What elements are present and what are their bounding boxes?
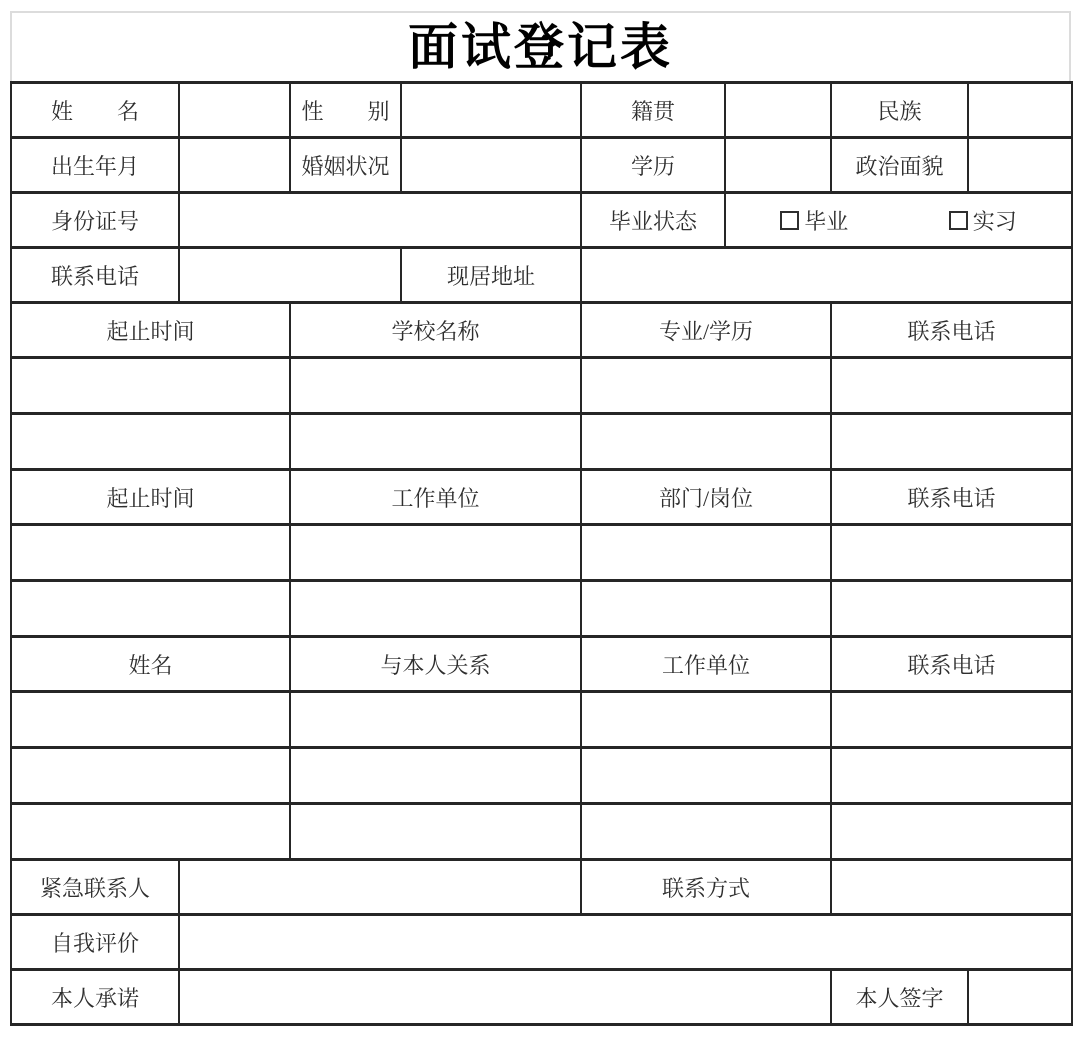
self-evaluation-label: 自我评价 bbox=[11, 915, 179, 970]
edu-major-header: 专业/学历 bbox=[581, 303, 831, 358]
edu-period-cell[interactable] bbox=[11, 358, 290, 414]
phone-label: 联系电话 bbox=[11, 248, 179, 303]
work-phone-cell[interactable] bbox=[831, 581, 1072, 637]
row-phone bbox=[11, 248, 1072, 303]
political-status-input-cell[interactable] bbox=[968, 138, 1072, 193]
edu-phone-cell[interactable] bbox=[831, 358, 1072, 414]
row-commitment bbox=[11, 970, 1072, 1025]
name-input-cell[interactable] bbox=[179, 83, 290, 138]
ethnicity-input-cell[interactable] bbox=[968, 83, 1072, 138]
graduated-checkbox-label: 毕业 bbox=[804, 208, 849, 234]
work-department-cell[interactable] bbox=[581, 581, 831, 637]
family-phone-header: 联系电话 bbox=[831, 637, 1072, 692]
work-entry-row bbox=[11, 525, 1072, 581]
edu-period-header: 起止时间 bbox=[11, 303, 290, 358]
edu-school-cell[interactable] bbox=[290, 358, 581, 414]
interview-form-table bbox=[10, 81, 1073, 1026]
family-company-cell[interactable] bbox=[581, 748, 831, 804]
row-self-evaluation bbox=[11, 915, 1072, 970]
education-header-row bbox=[11, 303, 1072, 358]
edu-major-cell[interactable] bbox=[581, 414, 831, 470]
work-period-header: 起止时间 bbox=[11, 470, 290, 525]
address-input-cell[interactable] bbox=[581, 248, 1072, 303]
edu-school-header: 学校名称 bbox=[290, 303, 581, 358]
family-relation-cell[interactable] bbox=[290, 804, 581, 860]
family-relation-header: 与本人关系 bbox=[290, 637, 581, 692]
birth-date-label: 出生年月 bbox=[11, 138, 179, 193]
work-phone-header: 联系电话 bbox=[831, 470, 1072, 525]
work-period-cell[interactable] bbox=[11, 581, 290, 637]
row-id-number bbox=[11, 193, 1072, 248]
id-number-label: 身份证号 bbox=[11, 193, 179, 248]
commitment-label: 本人承诺 bbox=[11, 970, 179, 1025]
family-phone-cell[interactable] bbox=[831, 692, 1072, 748]
emergency-contact-label: 紧急联系人 bbox=[11, 860, 179, 915]
phone-input-cell[interactable] bbox=[179, 248, 401, 303]
family-relation-cell[interactable] bbox=[290, 692, 581, 748]
family-header-row bbox=[11, 637, 1072, 692]
checkbox-icon bbox=[780, 211, 799, 230]
graduation-status-cell bbox=[725, 193, 1072, 248]
row-birth bbox=[11, 138, 1072, 193]
name-label: 姓 名 bbox=[11, 83, 179, 138]
family-entry-row bbox=[11, 748, 1072, 804]
work-entry-row bbox=[11, 581, 1072, 637]
intern-checkbox-label: 实习 bbox=[972, 208, 1017, 234]
education-entry-row bbox=[11, 414, 1072, 470]
gender-label: 性 别 bbox=[290, 83, 401, 138]
political-status-label: 政治面貌 bbox=[831, 138, 968, 193]
family-company-header: 工作单位 bbox=[581, 637, 831, 692]
id-number-input-cell[interactable] bbox=[179, 193, 581, 248]
family-name-cell[interactable] bbox=[11, 692, 290, 748]
form-title-box bbox=[10, 11, 1071, 81]
family-name-header: 姓名 bbox=[11, 637, 290, 692]
edu-phone-cell[interactable] bbox=[831, 414, 1072, 470]
family-entry-row bbox=[11, 804, 1072, 860]
work-department-cell[interactable] bbox=[581, 525, 831, 581]
edu-period-cell[interactable] bbox=[11, 414, 290, 470]
native-place-input-cell[interactable] bbox=[725, 83, 831, 138]
family-company-cell[interactable] bbox=[581, 804, 831, 860]
family-relation-cell[interactable] bbox=[290, 748, 581, 804]
row-emergency-contact bbox=[11, 860, 1072, 915]
signature-label: 本人签字 bbox=[831, 970, 968, 1025]
commitment-input-cell[interactable] bbox=[179, 970, 831, 1025]
graduated-checkbox[interactable] bbox=[780, 205, 848, 236]
work-period-cell[interactable] bbox=[11, 525, 290, 581]
education-entry-row bbox=[11, 358, 1072, 414]
contact-method-input-cell[interactable] bbox=[831, 860, 1072, 915]
work-company-cell[interactable] bbox=[290, 525, 581, 581]
birth-date-input-cell[interactable] bbox=[179, 138, 290, 193]
edu-major-cell[interactable] bbox=[581, 358, 831, 414]
work-header-row bbox=[11, 470, 1072, 525]
page-title: 面试登记表 bbox=[408, 19, 673, 75]
address-label: 现居地址 bbox=[401, 248, 581, 303]
graduation-status-label: 毕业状态 bbox=[581, 193, 725, 248]
family-name-cell[interactable] bbox=[11, 804, 290, 860]
ethnicity-label: 民族 bbox=[831, 83, 968, 138]
family-phone-cell[interactable] bbox=[831, 804, 1072, 860]
intern-checkbox[interactable] bbox=[949, 205, 1017, 236]
marital-status-input-cell[interactable] bbox=[401, 138, 581, 193]
family-name-cell[interactable] bbox=[11, 748, 290, 804]
work-phone-cell[interactable] bbox=[831, 525, 1072, 581]
work-company-header: 工作单位 bbox=[290, 470, 581, 525]
marital-status-label: 婚姻状况 bbox=[290, 138, 401, 193]
gender-input-cell[interactable] bbox=[401, 83, 581, 138]
signature-input-cell[interactable] bbox=[968, 970, 1072, 1025]
work-company-cell[interactable] bbox=[290, 581, 581, 637]
self-evaluation-input-cell[interactable] bbox=[179, 915, 1072, 970]
native-place-label: 籍贯 bbox=[581, 83, 725, 138]
education-label: 学历 bbox=[581, 138, 725, 193]
family-phone-cell[interactable] bbox=[831, 748, 1072, 804]
family-entry-row bbox=[11, 692, 1072, 748]
family-company-cell[interactable] bbox=[581, 692, 831, 748]
row-name bbox=[11, 83, 1072, 138]
contact-method-label: 联系方式 bbox=[581, 860, 831, 915]
education-input-cell[interactable] bbox=[725, 138, 831, 193]
work-department-header: 部门/岗位 bbox=[581, 470, 831, 525]
edu-phone-header: 联系电话 bbox=[831, 303, 1072, 358]
checkbox-icon bbox=[949, 211, 968, 230]
edu-school-cell[interactable] bbox=[290, 414, 581, 470]
emergency-contact-input-cell[interactable] bbox=[179, 860, 581, 915]
